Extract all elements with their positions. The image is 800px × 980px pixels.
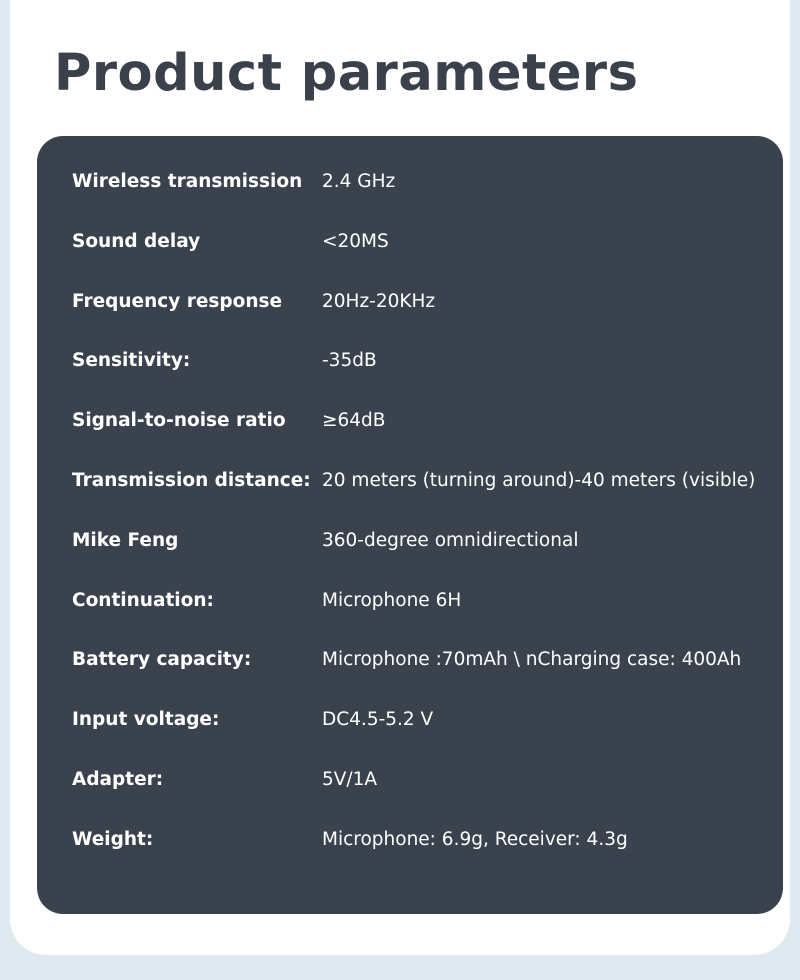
parameter-label: Wireless transmission [72,171,303,192]
parameter-value: ≥64dB [322,410,386,431]
parameter-label: Frequency response [72,291,283,312]
parameter-value: 20Hz-20KHz [322,291,436,312]
parameter-row [37,734,783,794]
parameter-value: 360-degree omnidirectional [322,530,579,551]
parameter-value: <20MS [322,231,389,252]
page-title: Product parameters [54,44,639,103]
parameter-row [37,495,783,555]
parameter-value: Microphone :70mAh \ nCharging case: 400Ah [322,649,742,670]
parameter-label: Continuation: [72,590,214,611]
parameter-label: Signal-to-noise ratio [72,410,286,431]
parameter-label: Adapter: [72,769,164,790]
parameters-panel [37,136,783,914]
parameter-row [37,196,783,256]
parameter-row [37,315,783,375]
parameter-value: Microphone: 6.9g, Receiver: 4.3g [322,829,628,850]
parameter-label: Sound delay [72,231,201,252]
parameter-row [37,674,783,734]
parameter-row [37,435,783,495]
parameter-row [37,794,783,854]
parameter-row [37,555,783,615]
parameter-label: Weight: [72,829,154,850]
parameter-row [37,136,783,196]
parameter-value: 20 meters (turning around)-40 meters (visible) [322,470,756,491]
parameter-label: Mike Feng [72,530,179,551]
parameter-value: 2.4 GHz [322,171,396,192]
parameter-label: Transmission distance: [72,470,311,491]
parameter-value: -35dB [322,350,377,371]
parameter-row [37,256,783,316]
parameter-row [37,375,783,435]
parameter-row [37,614,783,674]
content-card [10,0,790,955]
parameter-label: Input voltage: [72,709,220,730]
parameter-value: 5V/1A [322,769,378,790]
parameter-value: Microphone 6H [322,590,462,611]
parameter-label: Sensitivity: [72,350,191,371]
parameter-label: Battery capacity: [72,649,252,670]
parameter-value: DC4.5-5.2 V [322,709,434,730]
